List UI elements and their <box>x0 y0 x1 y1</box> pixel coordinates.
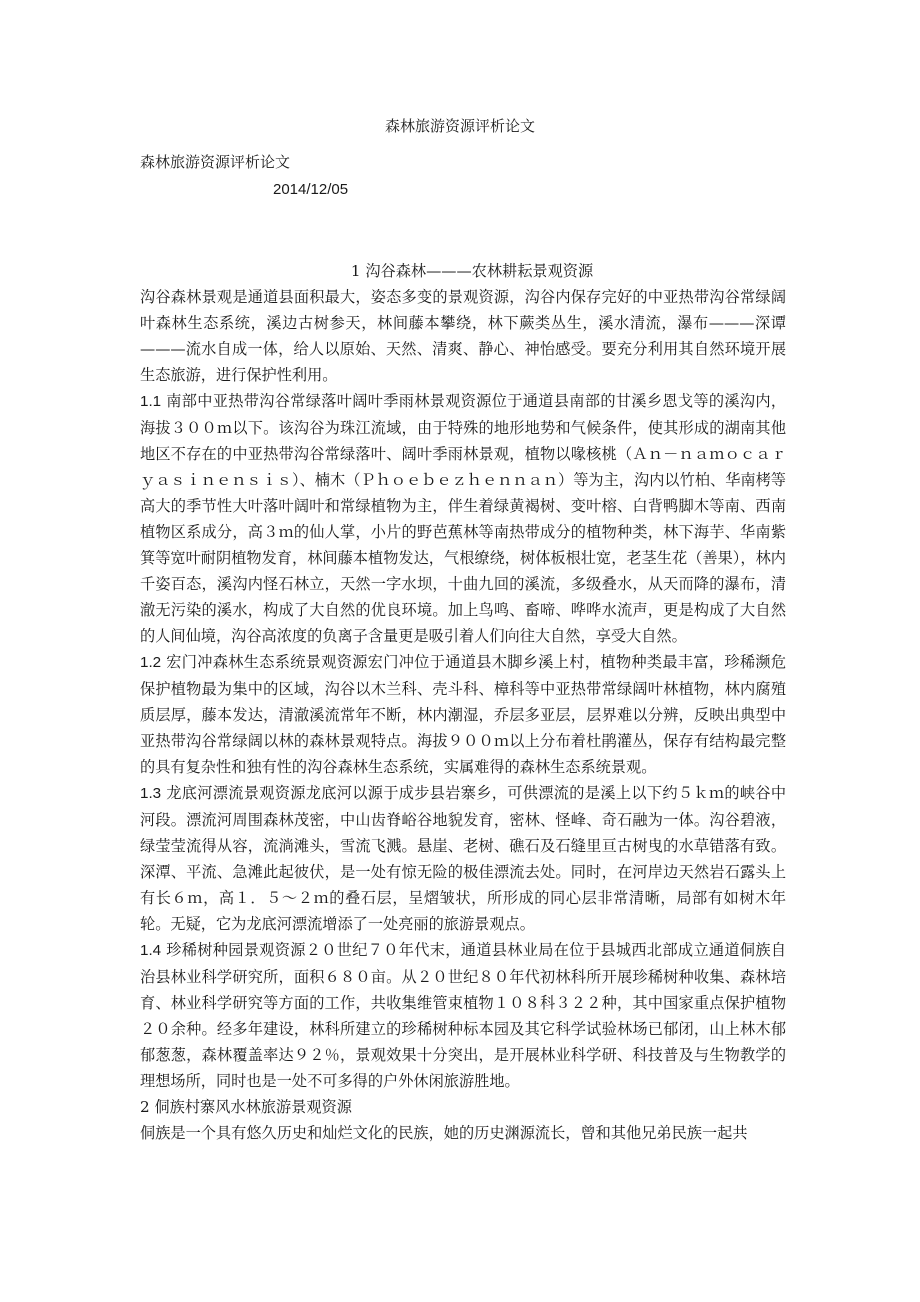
section-1-paragraph: 沟谷森林景观是通道县面积最大，姿态多变的景观资源，沟谷内保存完好的中亚热带沟谷常绿阔叶森林生态系统，溪边古树参天，林间藤本攀绕，林下蕨类丛生，溪水清流，瀑布———深谭———流水自成一体，给人以原始、天然、清爽、静心、神怡感受。要充分利用其自然环境开展生态旅游，进行保护性利用。 <box>140 288 786 384</box>
document-subtitle: 森林旅游资源评析论文 <box>140 153 291 171</box>
document-title: 森林旅游资源评析论文 <box>384 117 535 135</box>
section-1-3-paragraph <box>140 780 786 937</box>
section-number: 1.2 <box>140 654 162 671</box>
section-2-paragraph: 侗族是一个具有悠久历史和灿烂文化的民族，她的历史渊源流长，曾和其他兄弟民族一起共 <box>140 1124 748 1142</box>
section-text: 宏门冲森林生态系统景观资源宏门冲位于通道县木脚乡溪上村，植物种类最丰富，珍稀濒危保护植物最为集中的区域，沟谷以木兰科、壳斗科、樟科等中亚热带常绿阔叶林植物，林内腐殖质层厚，藤本发达，清澈溪流常年不断，林内潮湿，乔层多亚层，层界难以分辨，反映出典型中亚热带沟谷常绿阔以林的森林景观特点。海拔９００ｍ以上分布着杜鹃灌丛，保存有结构最完整的具有复杂性和独有性的沟谷森林生态系统，实属难得的森林生态系统景观。 <box>140 653 787 776</box>
section-number: 1.3 <box>140 785 162 802</box>
section-1-2-paragraph <box>140 649 786 780</box>
document-date: 2014/12/05 <box>273 181 349 198</box>
document-body <box>140 258 786 1146</box>
section-text: 南部中亚热带沟谷常绿落叶阔叶季雨林景观资源位于通道县南部的甘溪乡恩戈等的溪沟内，海拔３００ｍ以下。该沟谷为珠江流域，由于特殊的地形地势和气候条件，使其形成的湖南其他地区不存在的中亚热带沟谷常绿落叶、阔叶季雨林景观，植物以喙核桃（Ａｎ－ｎａｍｏｃａｒｙａｓｉｎｅｎｓｉｓ）、楠木（Ｐｈｏｅｂｅｚｈｅｎｎａｎ）等为主，沟内以竹柏、华南栲等高大的季节性大叶落叶阔叶和常绿植物为主，伴生着绿黄褐树、变叶榕、白背鸭脚木等南、西南植物区系成分，高３ｍ的仙人掌，小片的野芭蕉林等南热带成分的植物种类，林下海芋、华南紫箕等宽叶耐阴植物发育，林间藤本植物发达，气根缭绕，树体板根壮宽，老茎生花（善果），林内千姿百态，溪沟内怪石林立，天然一字水坝，十曲九回的溪流，多级叠水，从天而降的瀑布，清澈无污染的溪水，构成了大自然的优良环境。加上鸟鸣、畜啼、哗哗水流声，更是构成了大自然的人间仙境，沟谷高浓度的负离子含量更是吸引着人们向往大自然，享受大自然。 <box>140 392 787 645</box>
section-text: 龙底河漂流景观资源龙底河以源于成步县岩寨乡，可供漂流的是溪上以下约５ｋｍ的峡谷中河段。漂流河周围森林茂密，中山齿脊峪谷地貌发育，密林、怪峰、奇石融为一体。沟谷碧液，绿莹莹流得从容，流淌滩头，雪流飞溅。悬崖、老树、礁石及石缝里亘古树曳的水草错落有致。深潭、平流、急滩此起彼伏，是一处有惊无险的极佳漂流去处。同时，在河岸边天然岩石露头上有长６ｍ，高１．５～２ｍ的叠石层，呈熠皱状，所形成的同心层非常清晰，局部有如树木年轮。无疑，它为龙底河漂流增添了一处亮丽的旅游景观点。 <box>140 784 787 933</box>
section-number: 1.1 <box>140 393 162 410</box>
section-number: 1.4 <box>140 942 162 959</box>
section-heading-2: 2 侗族村寨风水林旅游景观资源 <box>140 1098 352 1116</box>
section-1-1-paragraph <box>140 388 786 649</box>
section-1-4-paragraph <box>140 937 786 1094</box>
section-text: 珍稀树种园景观资源２０世纪７０年代末，通道县林业局在位于县城西北部成立通道侗族自治县林业科学研究所，面积６８０亩。从２０世纪８０年代初林科所开展珍稀树种收集、森林培育、林业科学研究等方面的工作，共收集维管束植物１０８科３２２种，其中国家重点保护植物２０余种。经多年建设，林科所建立的珍稀树种标本园及其它科学试验林场已郁闭，山上林木郁郁葱葱，森林覆盖率达９２％，景观效果十分突出，是开展林业科学研、科技普及与生物教学的理想场所，同时也是一处不可多得的户外休闲旅游胜地。 <box>140 941 787 1090</box>
section-heading-1: 1 沟谷森林———农林耕耘景观资源 <box>350 262 594 280</box>
